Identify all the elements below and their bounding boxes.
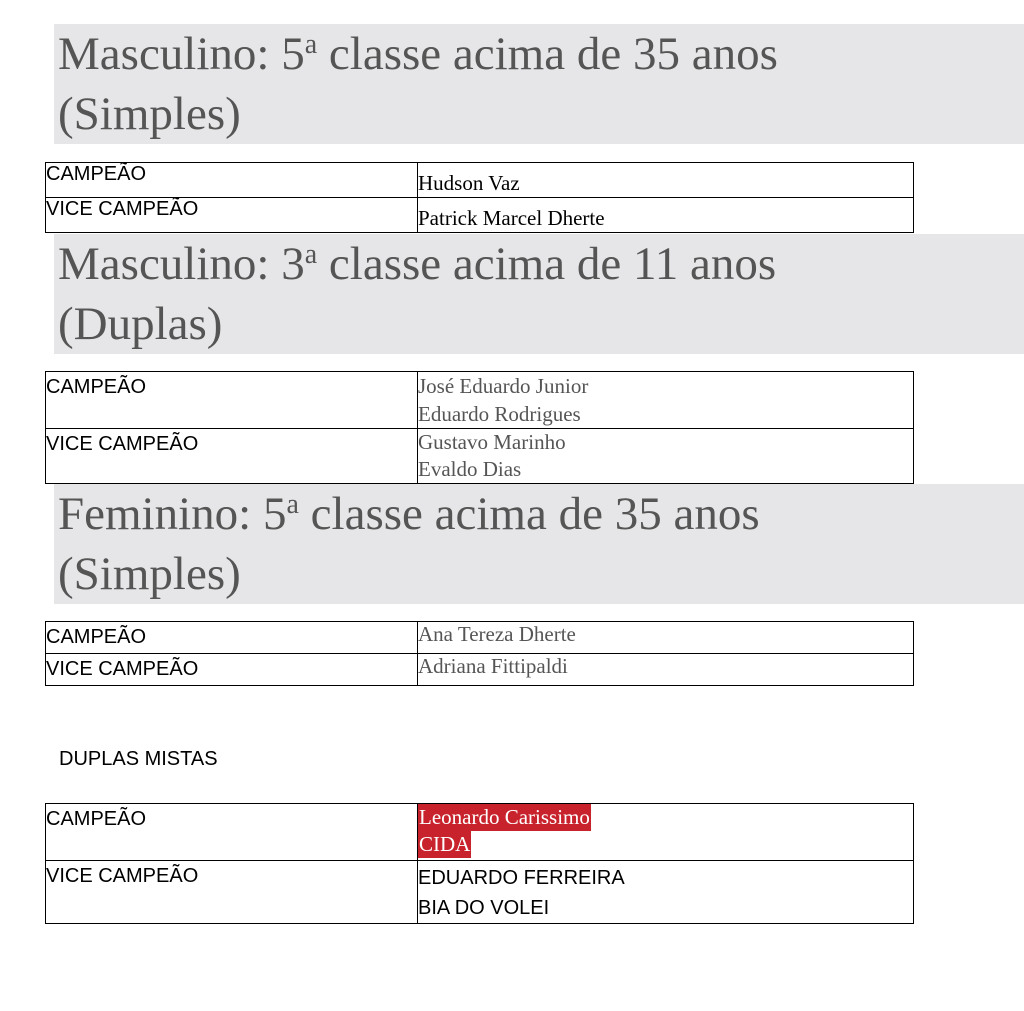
row-value [418,372,914,429]
row-value [418,429,914,484]
heading-line-2: (Simples) [58,548,241,600]
row-value [418,861,914,924]
row-value [418,163,914,198]
player-name-highlighted: Leonardo Carissimo [419,805,590,829]
row-label-campeao: CAMPEÃO [46,622,418,654]
player-name: Patrick Marcel Dherte [418,206,605,230]
heading-line-2: (Duplas) [58,298,223,350]
row-label-vice: VICE CAMPEÃO [46,429,418,484]
player-name: Ana Tereza Dherte [418,622,576,646]
results-table-masc-5a-35 [45,162,914,233]
section-heading-masc-3a-11 [54,234,1024,354]
table-row [46,429,914,484]
heading-line-1: Masculino: 3$^a$ classe acima de 11 anos [58,238,777,290]
row-value [418,198,914,233]
row-label-vice: VICE CAMPEÃO [46,861,418,924]
results-table-fem-5a-35 [45,621,914,686]
section-heading-fem-5a-35 [54,484,1024,604]
row-label-vice: VICE CAMPEÃO [46,198,418,233]
table-row [46,163,914,198]
row-label-campeao: CAMPEÃO [46,372,418,429]
section-heading-masc-5a-35 [54,24,1024,144]
table-row [46,861,914,924]
row-value [418,804,914,861]
row-value [418,622,914,654]
results-table-duplas-mistas [45,803,914,924]
row-label-campeao: CAMPEÃO [46,163,418,198]
results-table-masc-3a-11 [45,371,914,484]
heading-line-1: Feminino: 5$^a$ classe acima de 35 anos [58,488,760,540]
table-row [46,654,914,686]
row-label-vice: VICE CAMPEÃO [46,654,418,686]
table-row [46,372,914,429]
player-name: Adriana Fittipaldi [418,654,568,678]
heading-line-2: (Simples) [58,88,241,140]
player-name: José Eduardo Junior [418,374,589,398]
row-label-campeao: CAMPEÃO [46,804,418,861]
heading-line-1: Masculino: 5$^a$ classe acima de 35 anos [58,28,778,80]
player-name: BIA DO VOLEI [418,897,550,919]
table-row [46,804,914,861]
player-name: Hudson Vaz [418,171,520,195]
section-title-duplas-mistas: DUPLAS MISTAS [59,748,218,770]
row-value [418,654,914,686]
table-row [46,198,914,233]
player-name: EDUARDO FERREIRA [418,867,625,889]
player-name: Gustavo Marinho [418,430,566,454]
player-name-highlighted: CIDA [419,832,471,856]
player-name: Eduardo Rodrigues [418,402,581,426]
player-name: Evaldo Dias [418,457,522,481]
table-row [46,622,914,654]
